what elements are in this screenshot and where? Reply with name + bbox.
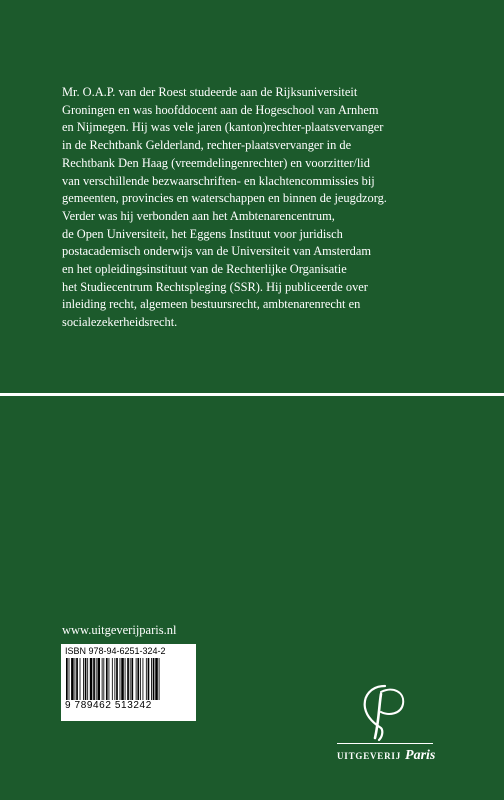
barcode-bar [80, 658, 81, 700]
barcode-bar [106, 658, 108, 700]
bio-line: van verschillende bezwaarschriften- en klachtencommissies bij [62, 173, 375, 188]
barcode-bar [112, 658, 113, 700]
bio-line: en het opleidingsinstituut van de Rechterlijke Organisatie [62, 262, 347, 277]
bio-line: Verder was hij verbonden aan het Ambtenarencentrum, [62, 208, 335, 223]
barcode-bar [146, 658, 147, 700]
barcode-bar [97, 658, 100, 700]
barcode-bar [125, 658, 126, 700]
barcode-bar [109, 658, 110, 700]
isbn-barcode [61, 644, 196, 721]
barcode-bar [66, 658, 68, 700]
barcode-bar [131, 658, 133, 700]
bio-line: en Nijmegen. Hij was vele jaren (kanton)rechter-plaatsvervanger [62, 120, 384, 135]
ean-digits: 9 789462 513242 [65, 700, 152, 711]
barcode-bar [71, 658, 74, 700]
barcode-bar [102, 658, 103, 700]
bio-line: Mr. O.A.P. van der Roest studeerde aan de Rijksuniversiteit [62, 85, 358, 99]
barcode-bar [153, 658, 155, 700]
barcode-bar [96, 658, 97, 700]
logo-prefix: UITGEVERIJ [337, 751, 402, 761]
bio-line: het Studiecentrum Rechtspleging (SSR). Hij publiceerde over [62, 279, 368, 294]
bio-line: Rechtbank Den Haag (vreemdelingenrechter) en voorzitter/lid [62, 155, 370, 170]
bio-line: gemeenten, provincies en waterschappen en binnen de jeugdzorg. [62, 191, 387, 206]
barcode-bar [151, 658, 152, 700]
barcode-bar [140, 658, 141, 700]
barcode-bar [75, 658, 76, 700]
bio-line: in de Rechtbank Gelderland, rechter-plaatsvervanger in de [62, 138, 352, 153]
bio-line: Groningen en was hoofddocent aan de Hogeschool van Arnhem [62, 102, 379, 117]
barcode-bar [148, 658, 150, 700]
barcode-bar [85, 658, 87, 700]
bio-line: inleiding recht, algemeen bestuursrecht, ambtenarenrecht en [62, 297, 361, 312]
barcode-bar [116, 658, 118, 700]
barcode-bar [93, 658, 95, 700]
stylized-p-icon [357, 682, 413, 742]
barcode-bar [143, 658, 144, 700]
barcode-bar [120, 658, 121, 700]
author-biography [62, 84, 472, 332]
publisher-website: www.uitgeverijparis.nl [62, 623, 177, 637]
bio-line: socialezekerheidsrecht. [62, 315, 178, 330]
barcode-bar [130, 658, 131, 700]
barcode-bar [136, 658, 137, 700]
barcode-bar [83, 658, 84, 700]
publisher-logo [335, 682, 435, 772]
bio-line: de Open Universiteit, het Eggens Instituut voor juridisch [62, 226, 343, 241]
logo-rule [337, 743, 433, 744]
barcode-bar [155, 658, 158, 700]
barcode-bar [103, 658, 104, 700]
barcode-bar [90, 658, 93, 700]
barcode-bar [87, 658, 88, 700]
barcode-bar [114, 658, 115, 700]
horizontal-divider [0, 393, 504, 396]
barcode-bar [76, 658, 78, 700]
barcode-bars [65, 658, 192, 700]
barcode-bar [69, 658, 70, 700]
logo-wordmark [337, 746, 435, 764]
barcode-bar [159, 658, 160, 700]
barcode-bar [137, 658, 139, 700]
isbn-label: ISBN 978-94-6251-324-2 [65, 646, 166, 656]
barcode-bar [121, 658, 124, 700]
bio-line: postacademisch onderwijs van de Universiteit van Amsterdam [62, 244, 371, 259]
barcode-bar [127, 658, 129, 700]
logo-brand-name: Paris [405, 748, 436, 763]
